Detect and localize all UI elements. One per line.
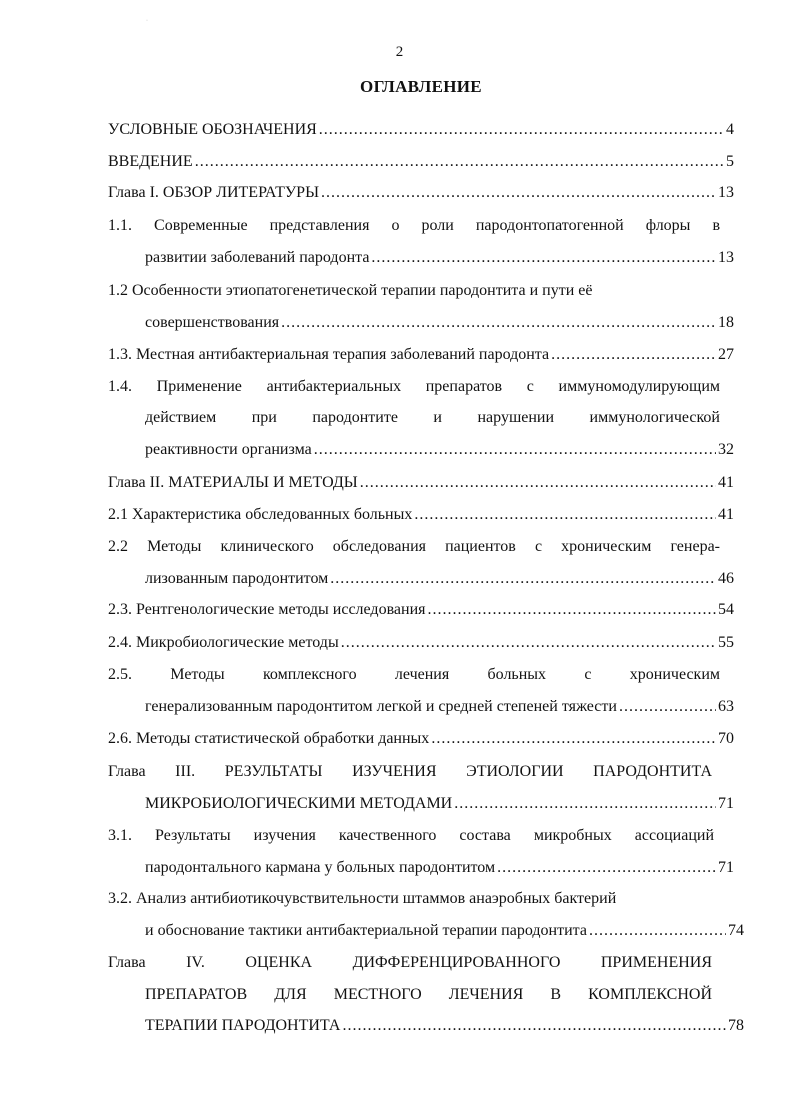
toc-entry-1-2-line1[interactable]: 1.2 Особенности этиопатогенетической терапии пародонтита и пути её	[108, 282, 593, 299]
page-number: 2	[395, 44, 404, 60]
toc-entry-title: развитии заболеваний пародонта	[145, 249, 370, 266]
toc-entry-1-4-line3[interactable]	[145, 440, 734, 460]
dot-leader	[360, 473, 716, 493]
toc-entry-title: Глава II. МАТЕРИАЛЫ И МЕТОДЫ	[108, 474, 358, 491]
toc-entry-page: 55	[718, 634, 734, 651]
toc-entry-3-2-line2[interactable]	[145, 921, 744, 941]
toc-entry-chapter-4-line1[interactable]: Глава IV. ОЦЕНКА ДИФФЕРЕНЦИРОВАННОГО ПРИМЕНЕНИЯ	[108, 954, 712, 971]
dot-leader	[454, 794, 716, 814]
toc-heading: ОГЛАВЛЕНИЕ	[360, 77, 482, 96]
toc-entry-2-3[interactable]	[108, 600, 734, 620]
toc-entry-chapter-3-line2[interactable]	[145, 794, 734, 814]
toc-entry-page: 78	[728, 1017, 744, 1034]
toc-entry-3-2-line1[interactable]: 3.2. Анализ антибиотикочувствительности штаммов анаэробных бактерий	[108, 890, 617, 907]
toc-entry-title: МИКРОБИОЛОГИЧЕСКИМИ МЕТОДАМИ	[145, 795, 453, 812]
dot-leader	[497, 858, 716, 878]
toc-entry-title: 2.4. Микробиологические методы	[108, 634, 339, 651]
toc-entry-2-2-line2[interactable]	[145, 569, 734, 589]
toc-entry-page: 46	[718, 570, 734, 587]
dot-leader	[319, 120, 724, 140]
toc-entry-title: УСЛОВНЫЕ ОБОЗНАЧЕНИЯ	[108, 121, 317, 138]
toc-entry-page: 13	[718, 249, 734, 266]
toc-entry-1-4-line1[interactable]: 1.4. Применение антибактериальных препаратов с иммуномодулирующим	[108, 378, 720, 395]
toc-entry-page: 27	[718, 346, 734, 363]
toc-entry-page: 74	[728, 922, 744, 939]
toc-entry-1-1-line1[interactable]: 1.1. Современные представления о роли пародонтопатогенной флоры в	[108, 217, 720, 234]
toc-entry-1-4-line2[interactable]: действием при пародонтите и нарушении иммунологической	[145, 409, 720, 426]
toc-entry-chapter-1[interactable]	[108, 183, 734, 203]
toc-entry-page: 71	[718, 795, 734, 812]
toc-entry-page: 63	[718, 698, 734, 715]
dot-leader	[314, 440, 716, 460]
toc-entry-page: 32	[718, 441, 734, 458]
dot-leader	[428, 600, 717, 620]
toc-entry-2-5-line2[interactable]	[145, 697, 734, 717]
dot-leader	[431, 729, 716, 749]
toc-entry-page: 4	[726, 121, 734, 138]
toc-entry-chapter-4-line2[interactable]: ПРЕПАРАТОВ ДЛЯ МЕСТНОГО ЛЕЧЕНИЯ В КОМПЛЕКСНОЙ	[145, 986, 712, 1003]
dot-leader	[589, 921, 726, 941]
toc-entry-1-2-line2[interactable]	[145, 313, 734, 333]
toc-entry-title: Глава I. ОБЗОР ЛИТЕРАТУРЫ	[108, 184, 320, 201]
toc-entry-page: 70	[718, 730, 734, 747]
dot-leader	[551, 345, 716, 365]
dot-leader	[330, 569, 716, 589]
toc-entry-title: пародонтального кармана у больных пародонтитом	[145, 859, 496, 876]
toc-entry-title: 2.6. Методы статистической обработки данных	[108, 730, 430, 747]
toc-entry-title: 1.3. Местная антибактериальная терапия заболеваний пародонта	[108, 346, 550, 363]
toc-entry-chapter-2[interactable]	[108, 473, 734, 493]
toc-entry-2-6[interactable]	[108, 729, 734, 749]
toc-entry-page: 18	[718, 314, 734, 331]
toc-entry-page: 54	[718, 601, 734, 618]
dot-leader	[619, 697, 716, 717]
dot-leader	[341, 633, 716, 653]
dot-leader	[195, 152, 724, 172]
dot-leader	[371, 248, 716, 268]
toc-entry-2-4[interactable]	[108, 633, 734, 653]
toc-entry-chapter-4-line3[interactable]	[145, 1016, 744, 1036]
toc-entry-page: 41	[718, 506, 734, 523]
toc-entry-abbreviations[interactable]	[108, 120, 734, 140]
toc-entry-title: ВВЕДЕНИЕ	[108, 153, 193, 170]
toc-entry-page: 13	[718, 184, 734, 201]
toc-entry-title: генерализованным пародонтитом легкой и средней степеней тяжести	[145, 698, 617, 715]
toc-entry-page: 41	[718, 474, 734, 491]
toc-entry-title: лизованным пародонтитом	[145, 570, 329, 587]
toc-entry-introduction[interactable]	[108, 152, 734, 172]
toc-entry-title: совершенствования	[145, 314, 280, 331]
toc-entry-2-2-line1[interactable]: 2.2 Методы клинического обследования пациентов с хроническим генера-	[108, 538, 720, 555]
toc-entry-title: и обоснование тактики антибактериальной терапии пародонтита	[145, 922, 587, 939]
toc-entry-title: ТЕРАПИИ ПАРОДОНТИТА	[145, 1017, 341, 1034]
toc-entry-chapter-3-line1[interactable]: Глава III. РЕЗУЛЬТАТЫ ИЗУЧЕНИЯ ЭТИОЛОГИИ ПАРОДОНТИТА	[108, 763, 712, 780]
toc-entry-1-1-line2[interactable]	[145, 248, 734, 268]
toc-entry-title: 2.3. Рентгенологические методы исследования	[108, 601, 426, 618]
toc-entry-page: 5	[726, 153, 734, 170]
toc-entry-3-1-line1[interactable]: 3.1. Результаты изучения качественного состава микробных ассоциаций	[108, 827, 714, 844]
dot-leader	[414, 505, 716, 525]
toc-entry-page: 71	[718, 859, 734, 876]
toc-entry-3-1-line2[interactable]	[145, 858, 734, 878]
toc-entry-title: 2.1 Характеристика обследованных больных	[108, 506, 413, 523]
toc-entry-title: реактивности организма	[145, 441, 312, 458]
toc-entry-1-3[interactable]	[108, 345, 734, 365]
dot-leader	[281, 313, 716, 333]
toc-entry-2-1[interactable]	[108, 505, 734, 525]
dot-leader	[342, 1016, 726, 1036]
toc-entry-2-5-line1[interactable]: 2.5. Методы комплексного лечения больных с хроническим	[108, 666, 720, 683]
scan-mark: ·	[146, 18, 148, 24]
dot-leader	[321, 183, 716, 203]
